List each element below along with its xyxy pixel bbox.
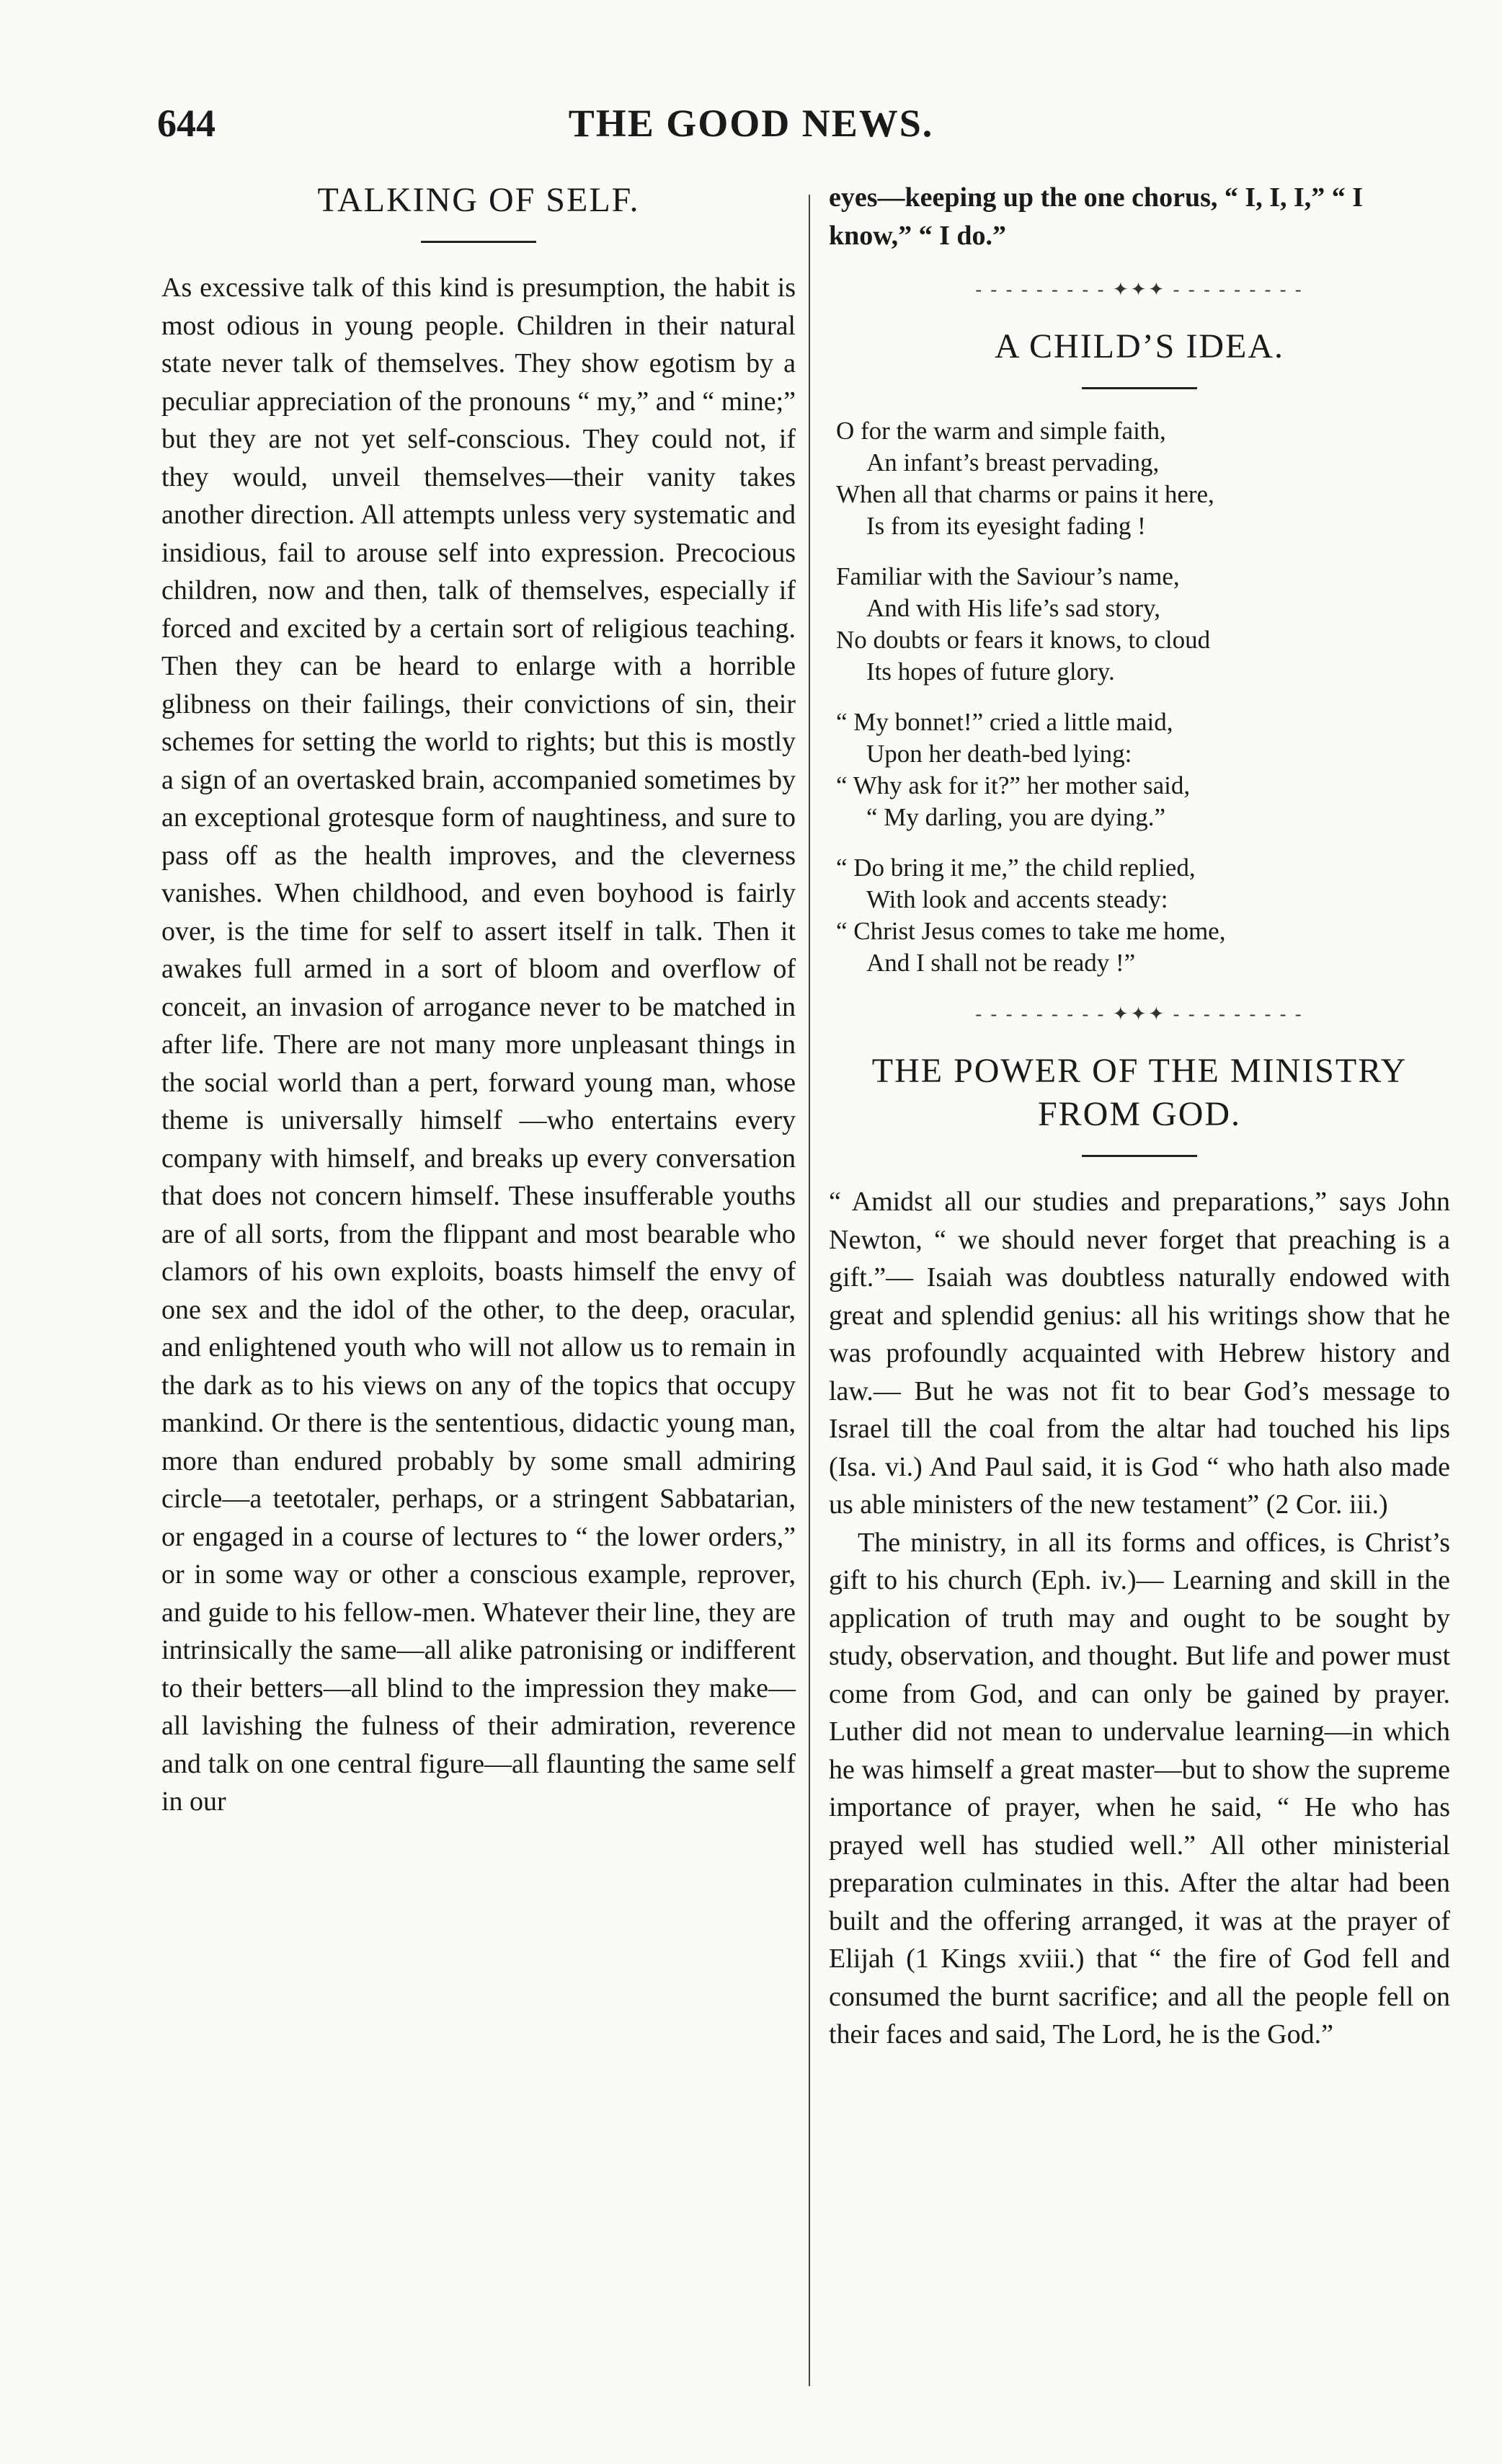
article-paragraph: The ministry, in all its forms and offices, is Christ’s gift to his church (Eph. iv.)— Learning and skill in the application of truth may and ought to be sought by study, observation, and thought. But life and power must come from God, and can only be gained by prayer. Luther did not mean to undervalue learning—in which he was himself a great master—but to show the supreme importance of prayer, when he said, “ He who has prayed well has studied well.” All other ministerial preparation culminates in this. After the altar had been built and the offering arranged, it was at the prayer of Elijah (1 Kings xviii.) that “ the fire of God fell and consumed the burnt sacrifice; and all the people fell on their faces and said, The Lord, he is the God.” <box>829 1527 1450 2049</box>
title-line: THE POWER OF THE MINISTRY <box>871 1052 1408 1090</box>
poem-line: “ Why ask for it?” her mother said, <box>836 771 1191 799</box>
section-ornament: - - - - - - - - - ✦✦✦ - - - - - - - - - <box>975 279 1304 300</box>
title-rule <box>1082 1155 1197 1157</box>
section-ornament: - - - - - - - - - ✦✦✦ - - - - - - - - - <box>975 1003 1304 1024</box>
title-rule <box>1082 387 1197 389</box>
article-title-talking-of-self: TALKING OF SELF. <box>317 181 640 219</box>
poem-stanza <box>836 415 1450 542</box>
poem-line: And with His life’s sad story, <box>866 594 1160 622</box>
right-column <box>829 179 1450 2054</box>
poem-body <box>829 415 1450 979</box>
poem-stanza <box>836 706 1450 833</box>
poem-line: An infant’s breast pervading, <box>866 448 1160 477</box>
poem-line: When all that charms or pains it here, <box>836 480 1214 508</box>
page-number: 644 <box>157 102 215 145</box>
column-divider <box>809 195 810 2386</box>
poem-line: Familiar with the Saviour’s name, <box>836 562 1180 590</box>
poem-line: Is from its eyesight fading ! <box>866 512 1146 540</box>
title-line: FROM GOD. <box>1037 1095 1242 1133</box>
poem-stanza <box>836 852 1450 979</box>
poem-line: “ Christ Jesus comes to take me home, <box>836 917 1226 945</box>
poem-line: “ My bonnet!” cried a little maid, <box>836 708 1173 736</box>
poem-stanza <box>836 561 1450 688</box>
poem-line: And I shall not be ready !” <box>866 949 1136 977</box>
poem-line: Its hopes of future glory. <box>866 657 1115 686</box>
article-body-talking-of-self: As excessive talk of this kind is presumption, the habit is most odious in young people. Children in their natural state never talk of themselves. They show egotism by a peculiar appreciation of the pronouns “ my,” and “ mine;” but they are not yet self-conscious. They could not, if they would, unveil themselves—their vanity takes another direction. All attempts unless very systematic and insidious, fail to arouse self into expression. Precocious children, now and then, talk of themselves, especially if forced and excited by a certain sort of religious teaching. Then they can be heard to enlarge with a horrible glibness on their failings, their convictions of sin, their schemes for setting the world to rights; but this is mostly a sign of an overtasked brain, accompanied sometimes by an exceptional grotesque form of naughtiness, and sure to pass off as the health improves, and the cleverness vanishes. When childhood, and even boyhood is fairly over, is the time for self to assert itself in talk. Then it awakes full armed in a sort of bloom and overflow of conceit, an invasion of arrogance never to be matched in after life. There are not many more unpleasant things in the social world than a pert, forward young man, whose theme is universally himself —who entertains every company with himself, and breaks up every conversation that does not concern himself. These insufferable youths are of all sorts, from the flippant and most bearable who clamors of his own exploits, boasts himself the envy of one sex and the idol of the other, to the deep, oracular, and enlightened youth who will not allow us to remain in the dark as to his views on any of the topics that occupy mankind. Or there is the sententious, didactic young man, more than endured probably by some small admiring circle—a teetotaler, perhaps, or a stringent Sabbatarian, or engaged in a course of lectures to “ the lower orders,” or in some way or other a conscious example, reprover, and guide to his fellow-men. Whatever their line, they are intrinsically the same—all alike patronising or indifferent to their betters—all blind to the impression they make—all lavishing the fulness of their admiration, reverence and talk on one central figure—all flaunting the same self in our <box>161 272 796 1817</box>
poem-line: With look and accents steady: <box>866 885 1168 913</box>
running-head: THE GOOD NEWS. <box>568 102 934 145</box>
title-rule <box>421 241 536 243</box>
poem-line: “ Do bring it me,” the child replied, <box>836 854 1196 882</box>
poem-line: No doubts or fears it knows, to cloud <box>836 626 1211 654</box>
article-title-power-of-ministry <box>829 1050 1450 1136</box>
poem-line: O for the warm and simple faith, <box>836 417 1166 445</box>
article-paragraph: “ Amidst all our studies and preparations,” says John Newton, “ we should never forget that preaching is a gift.”— Isaiah was doubtless naturally endowed with great and splendid genius: all his writings show that he was profoundly acquainted with Hebrew history and law.— But he was not fit to bear God’s message to Israel till the coal from the altar had touched his lips (Isa. vi.) And Paul said, it is God “ who hath also made us able ministers of the new testament” (2 Cor. iii.) <box>829 1187 1450 1520</box>
poem-line: Upon her death-bed lying: <box>866 740 1132 768</box>
left-column <box>161 179 796 1821</box>
poem-line: “ My darling, you are dying.” <box>866 803 1166 831</box>
article-continuation: eyes—keeping up the one chorus, “ I, I, I,” “ I know,” “ I do.” <box>829 182 1364 251</box>
poem-title: A CHILD’S IDEA. <box>995 327 1284 365</box>
